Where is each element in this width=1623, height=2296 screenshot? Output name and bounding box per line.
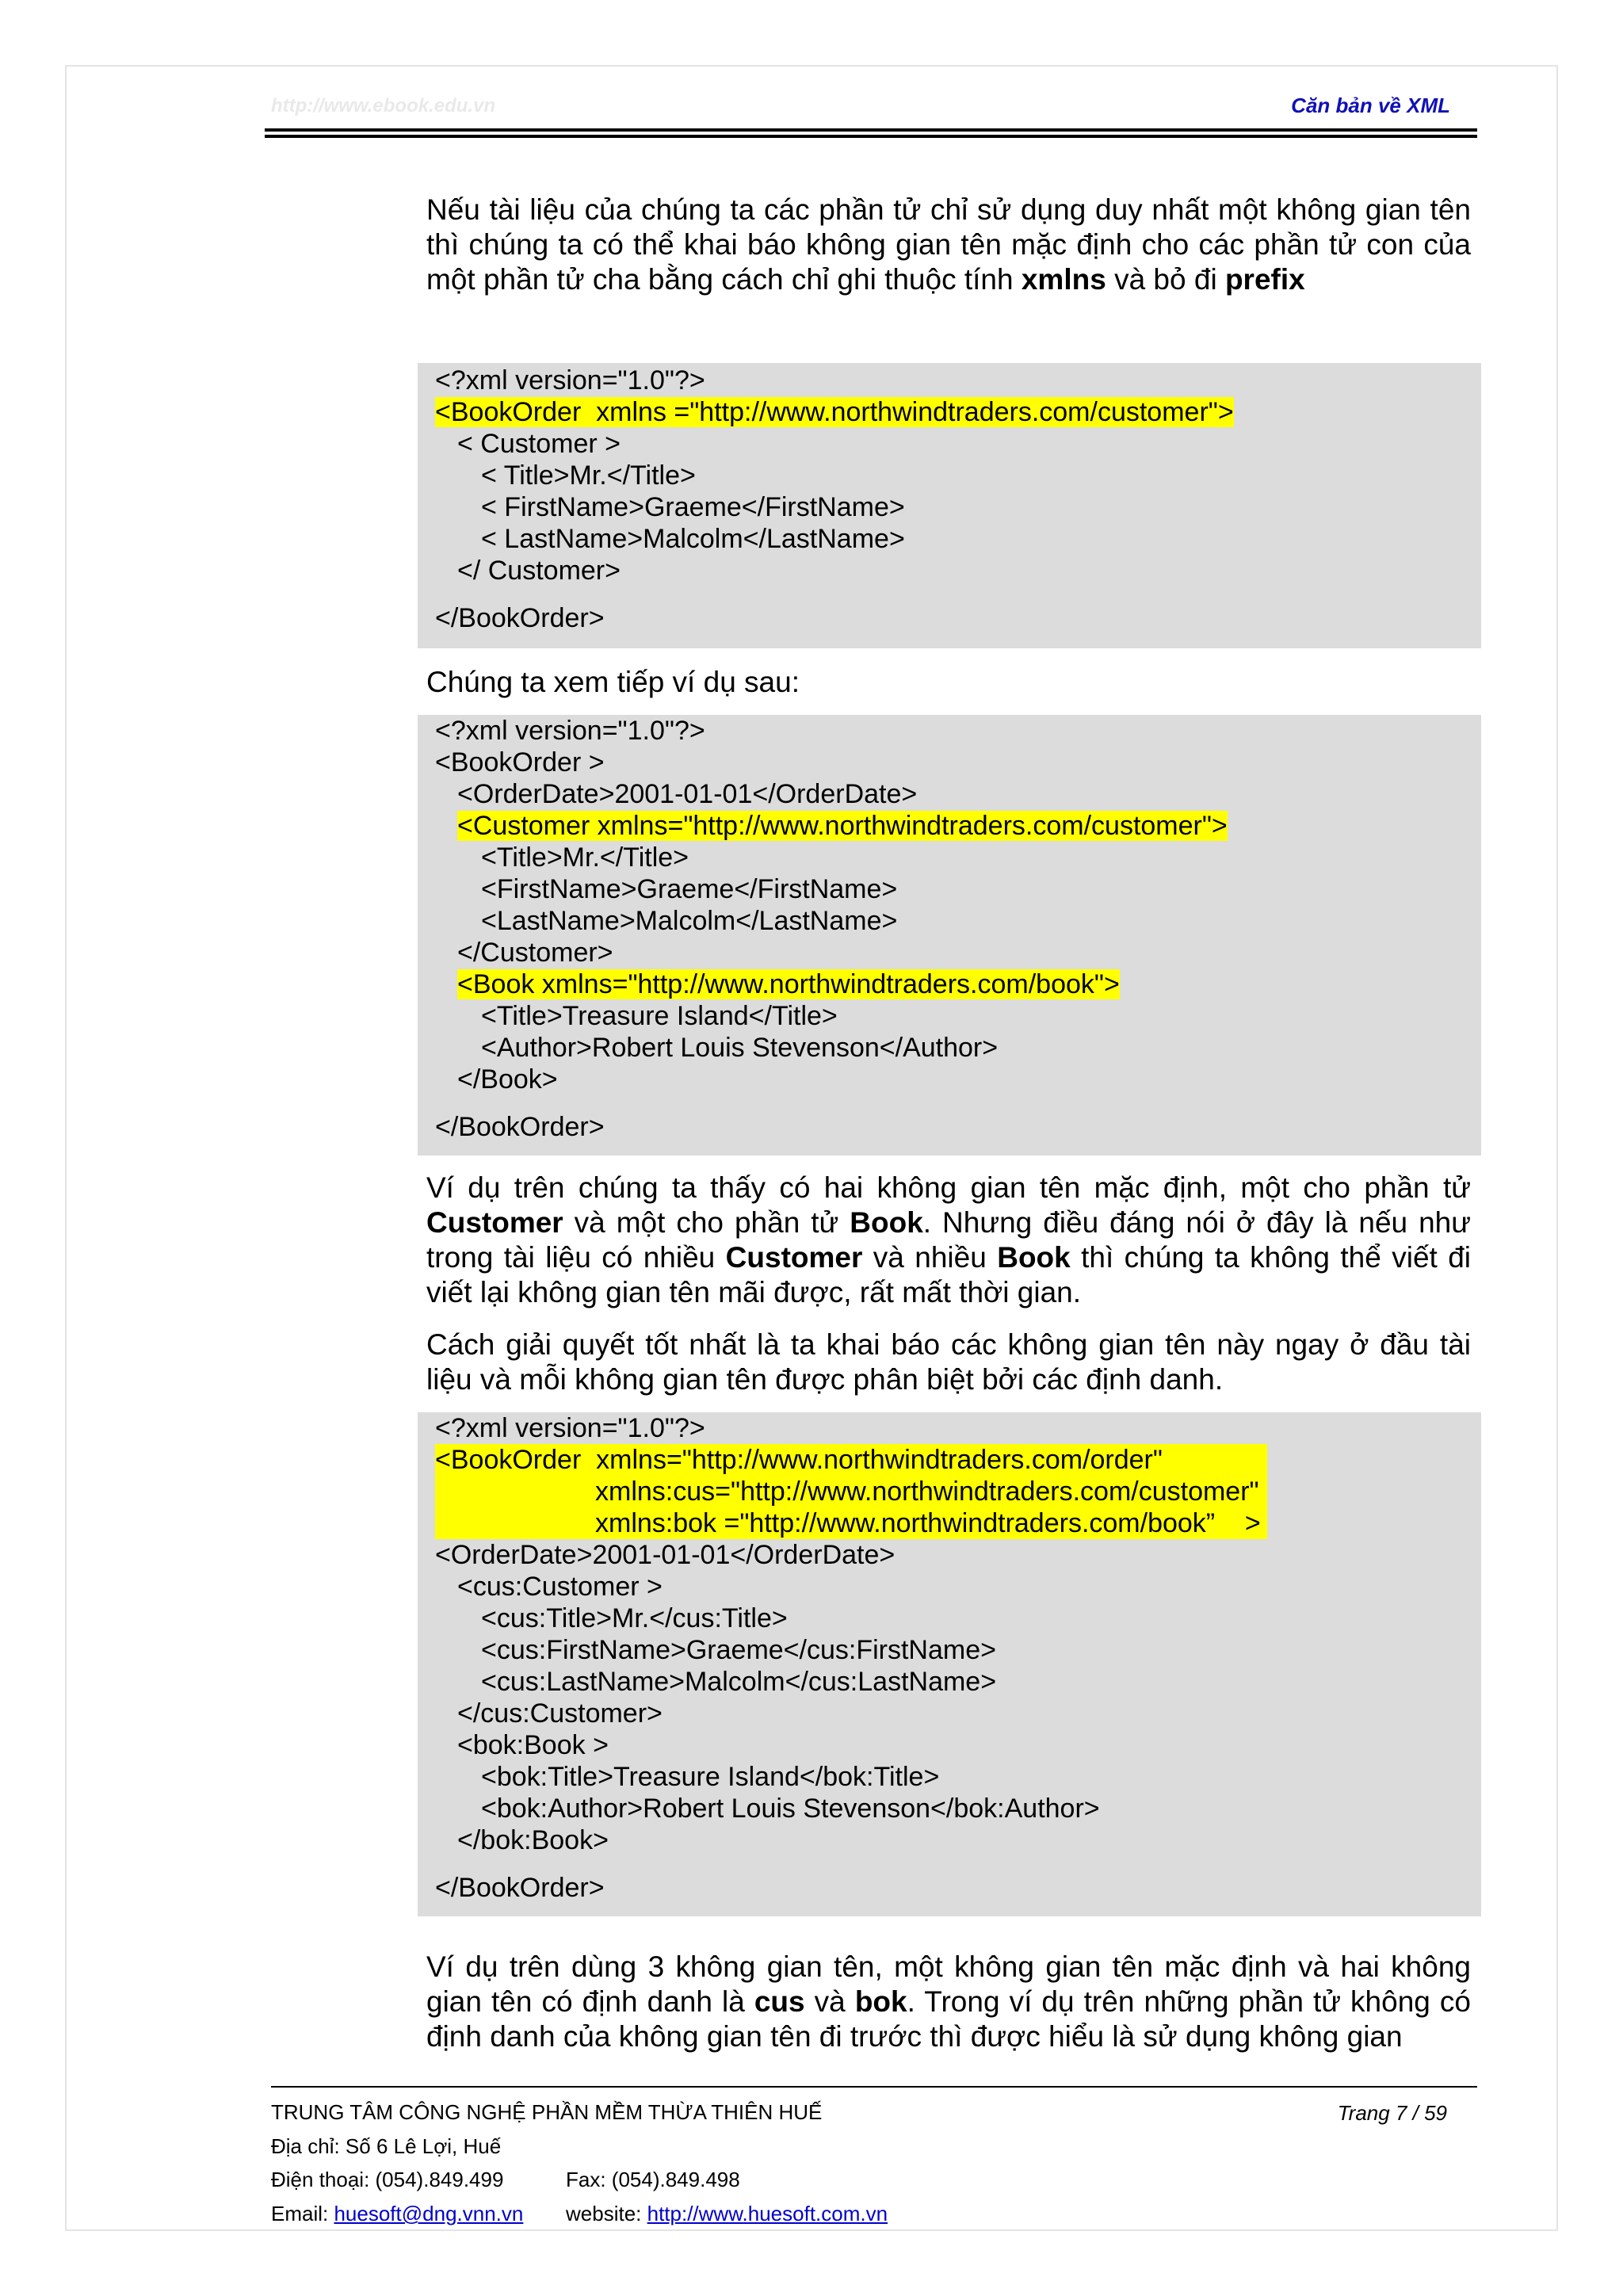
paragraph-two-defaults: Ví dụ trên chúng ta thấy có hai không gian tên mặc định, một cho phần tử Customer và một cho phần tử Book. Nhưng điều đáng nói ở đây là nếu như trong tài liệu có nhiều Customer và nhiều Book thì chúng ta không thể viết đi viết lại không gian tên mãi được, rất mất thời gian. [426,1171,1472,1308]
code-line: <OrderDate>2001-01-01</OrderDate> [457,779,918,809]
code-line-highlighted: <BookOrder xmlns ="http://www.northwindtraders.com/customer"> [435,397,1234,427]
code-line: <cus:FirstName>Graeme</cus:FirstName> [481,1635,996,1665]
code-line: <bok:Author>Robert Louis Stevenson</bok:Author> [481,1794,1100,1824]
header-rule-double [265,135,1477,138]
code-line: <LastName>Malcolm</LastName> [481,906,898,936]
code-line-highlighted: xmlns:bok ="http://www.northwindtraders.com/book” > [595,1508,1261,1538]
code-line: </Book> [457,1064,558,1095]
code-line: <?xml version="1.0"?> [435,716,705,746]
code-line: </cus:Customer> [457,1698,663,1729]
code-line: <Title>Mr.</Title> [481,842,689,873]
code-line: </BookOrder> [435,1112,605,1142]
footer-rule [271,2086,1477,2088]
code-line: <bok:Title>Treasure Island</bok:Title> [481,1762,940,1792]
code-line: <BookOrder > [435,747,605,777]
footer-page-number: Trang 7 / 59 [1337,2101,1447,2125]
code-line: <cus:Customer > [457,1572,663,1602]
header-rule [265,128,1477,132]
code-line: </bok:Book> [457,1825,609,1855]
code-line: <cus:Title>Mr.</cus:Title> [481,1603,788,1633]
code-block-1 [418,363,1481,648]
code-line: < Title>Mr.</Title> [481,460,696,491]
code-line: < LastName>Malcolm</LastName> [481,524,905,554]
code-line: <Author>Robert Louis Stevenson</Author> [481,1033,999,1063]
footer-fax: Fax: (054).849.498 [566,2168,740,2191]
paragraph-next-example: Chúng ta xem tiếp ví dụ sau: [426,666,800,698]
code-line: <?xml version="1.0"?> [435,365,705,395]
code-line: </BookOrder> [435,1873,605,1903]
header-title: Căn bản về XML [1291,94,1450,117]
paragraph-three-namespaces: Ví dụ trên dùng 3 không gian tên, một không gian tên mặc định và hai không gian tên có định danh là cus và bok. Trong ví dụ trên những phần tử không có định danh của không gian tên đi trước thì được hiểu là sử dụng không gian [426,1950,1471,2053]
footer-email: Email: huesoft@dng.vnn.vn [271,2202,524,2225]
website-link[interactable]: http://www.huesoft.com.vn [647,2202,888,2225]
code-line: </Customer> [457,938,613,968]
code-line: < FirstName>Graeme</FirstName> [481,492,905,522]
code-line-highlighted: xmlns:cus="http://www.northwindtraders.com/customer" [595,1477,1259,1507]
footer-org: TRUNG TÂM CÔNG NGHỆ PHẦN MỀM THỪA THIÊN HUẾ [271,2100,823,2124]
footer-address: Địa chỉ: Số 6 Lê Lợi, Huế [271,2134,502,2158]
code-line: </BookOrder> [435,603,605,633]
code-line: <bok:Book > [457,1730,609,1760]
code-line: <FirstName>Graeme</FirstName> [481,874,898,904]
code-line: < Customer > [457,429,621,459]
code-line: </ Customer> [457,556,621,586]
code-line-highlighted: <Customer xmlns="http://www.northwindtraders.com/customer"> [457,811,1228,841]
code-line-highlighted: <Book xmlns="http://www.northwindtraders.com/book"> [457,969,1120,999]
paragraph-default-namespace: Nếu tài liệu của chúng ta các phần tử chỉ sử dụng duy nhất một không gian tên thì chúng ta có thể khai báo không gian tên mặc định cho các phần tử con của một phần tử cha bằng cách chỉ ghi thuộc tính xmlns và bỏ đi prefix [426,193,1471,296]
code-block-2 [418,715,1481,1156]
footer-phone: Điện thoại: (054).849.499 [271,2168,504,2191]
email-link[interactable]: huesoft@dng.vnn.vn [334,2202,524,2225]
code-line: <OrderDate>2001-01-01</OrderDate> [435,1540,896,1570]
code-line: <cus:LastName>Malcolm</cus:LastName> [481,1667,997,1697]
header-site: http://www.ebook.edu.vn [271,95,496,117]
code-line: <?xml version="1.0"?> [435,1413,705,1443]
paragraph-solution: Cách giải quyết tốt nhất là ta khai báo các không gian tên này ngay ở đầu tài liệu và mỗi không gian tên được phân biệt bởi các định danh. [426,1328,1471,1396]
code-block-3 [418,1412,1481,1916]
code-line: <Title>Treasure Island</Title> [481,1001,838,1031]
footer-website: website: http://www.huesoft.com.vn [566,2202,888,2225]
code-line-highlighted: <BookOrder xmlns="http://www.northwindtraders.com/order" [435,1445,1163,1475]
